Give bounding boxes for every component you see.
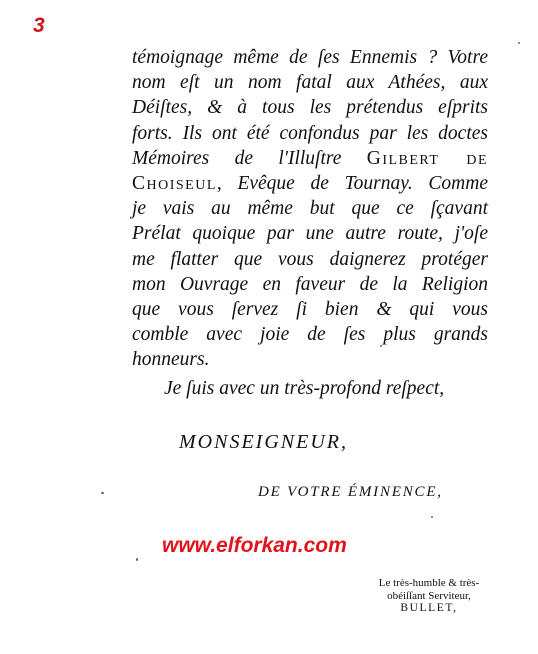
signature-line-2: obéiſſant Serviteur, <box>387 589 471 602</box>
line-text: témoignage même de ſes Ennemis ? Votre <box>132 47 488 68</box>
line-text: Déiſtes, & à tous les prétendus eſprits <box>132 97 488 119</box>
letter-line-2 <box>132 70 488 95</box>
watermark-link[interactable]: www.elforkan.com <box>162 534 347 557</box>
signature-line-1: Le très-humble & très- <box>378 577 480 589</box>
signature-name: BULLET, <box>400 602 458 614</box>
line-text: me flatter que vous daignerez protéger <box>132 248 488 270</box>
letter-line-7 <box>132 196 488 221</box>
letter-line-9 <box>132 247 488 272</box>
line-text: que vous ſervez ſi bien & qui vous <box>132 298 488 320</box>
scan-speck <box>431 516 433 518</box>
scan-speck <box>136 558 138 561</box>
line-text: honneurs. <box>132 349 210 371</box>
line-text: forts. Ils ont été confondus par les doctes <box>132 122 488 144</box>
salutation: MONSEIGNEUR, <box>179 431 348 453</box>
line-small-caps: Gilbert de <box>366 147 488 169</box>
line-text: nom eſt un nom fatal aux Athées, aux <box>132 72 488 94</box>
scan-speck <box>101 492 104 494</box>
scan-speck <box>518 42 520 44</box>
line-small-caps: Choiseul <box>132 172 217 194</box>
letter-line-1 <box>132 45 488 70</box>
letter-line-6 <box>132 171 488 196</box>
signature-block <box>364 577 494 615</box>
line-text: je vais au même but que ce ſçavant <box>132 198 488 220</box>
letter-line-11 <box>132 297 488 322</box>
line-text: Prélat quoique par une autre route, j'oſe <box>132 223 488 245</box>
scan-speck <box>380 345 382 347</box>
line-text: , Evêque de Tournay. Comme <box>216 172 488 194</box>
letter-line-13 <box>132 347 488 372</box>
letter-line-10 <box>132 272 488 297</box>
line-text: mon Ouvrage en faveur de la Religion <box>132 273 488 295</box>
letter-body <box>132 45 488 372</box>
closing-line: Je ſuis avec un très-profond reſpect, <box>164 378 445 399</box>
line-text: Mémoires de l'Illuſtre <box>132 147 367 169</box>
letter-line-8 <box>132 221 488 246</box>
letter-line-12 <box>132 322 488 347</box>
eminence-line: DE VOTRE ÉMINENCE, <box>258 484 443 500</box>
line-text: comble avec joie de ſes plus grands <box>132 324 488 346</box>
letter-line-5 <box>132 146 488 171</box>
letter-line-4 <box>132 121 488 146</box>
letter-line-3 <box>132 95 488 120</box>
page-number: 3 <box>33 14 45 37</box>
